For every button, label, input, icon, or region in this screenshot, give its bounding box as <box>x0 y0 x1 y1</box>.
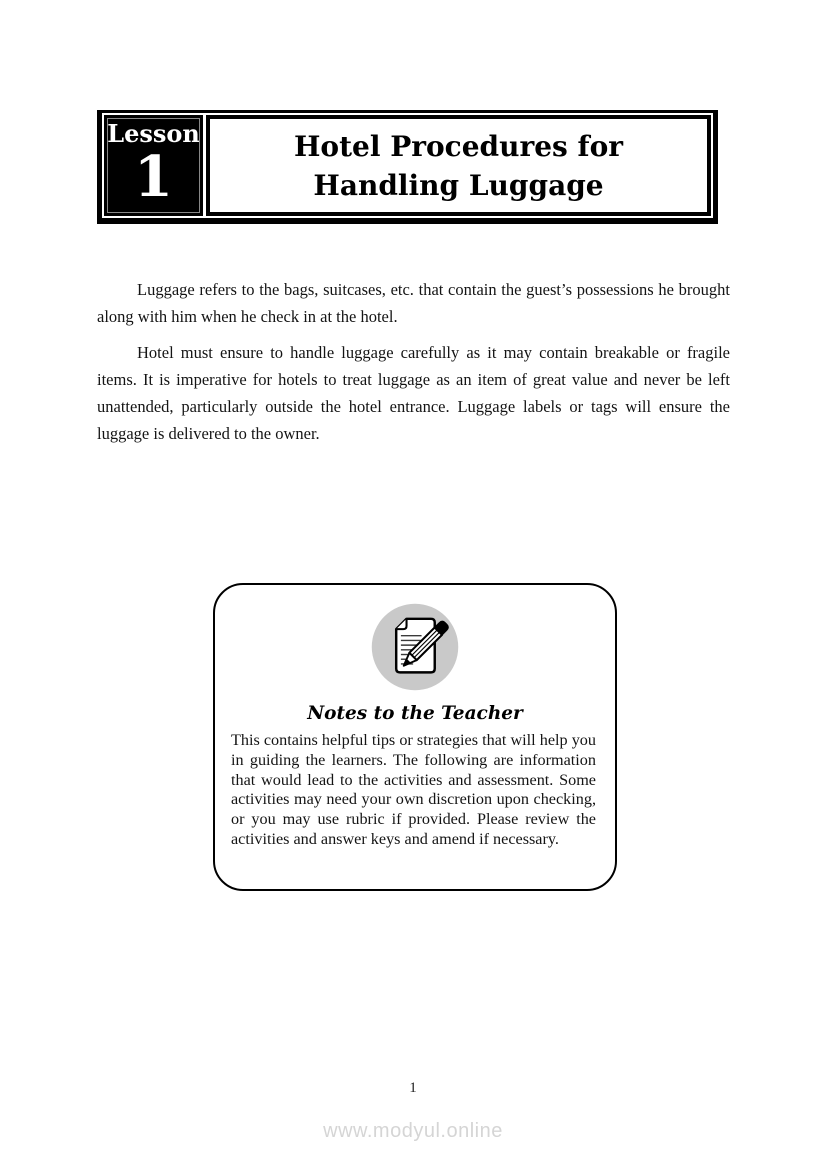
body-paragraph-2: Hotel must ensure to handle luggage carefully as it may contain breakable or fragile items. It is imperative for hotels to treat luggage as an item of great value and never be left unattended, particularly outside the hotel entrance. Luggage labels or tags will ensure the luggage is delivered to the owner. <box>97 343 730 443</box>
lesson-number-box <box>104 115 203 216</box>
lesson-label: Lesson <box>107 119 200 148</box>
note-paper-pencil-icon <box>368 600 462 694</box>
lesson-title-line-1: Hotel Procedures for <box>293 129 624 163</box>
notes-heading: Notes to the Teacher <box>307 703 523 724</box>
body-text <box>97 276 730 447</box>
page-number: 1 <box>409 1080 417 1096</box>
lesson-title-line-2: Handling Luggage <box>313 168 604 202</box>
watermark: www.modyul.online <box>323 1120 503 1142</box>
notes-text: This contains helpful tips or strategies that will help you in guiding the learners. The following are information that would lead to the activities and assessment. Some activities may need your own discretion upon checking, or you may use rubric if provided. Please review the activities and answer keys and amend if necessary. <box>231 731 596 848</box>
lesson-header-banner <box>97 110 718 224</box>
body-paragraph-1: Luggage refers to the bags, suitcases, etc. that contain the guest’s possessions he brought along with him when he check in at the hotel. <box>97 280 730 326</box>
lesson-title-box <box>206 115 711 216</box>
lesson-number: 1 <box>134 144 173 210</box>
notes-to-teacher-box <box>213 583 617 891</box>
